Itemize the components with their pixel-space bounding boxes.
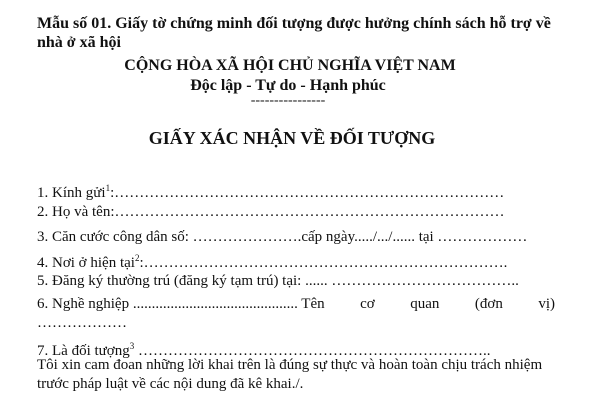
field-current-residence-blank: :………………………………………………………………. [139,255,508,271]
field-recipient [37,179,504,202]
field-current-residence-label: 4. Nơi ở hiện tại [37,255,135,271]
national-motto: Độc lập - Tự do - Hạnh phúc [190,77,386,94]
footnote-marker-3: 3 [129,341,135,351]
pledge-statement: Tôi xin cam đoan những lời khai trên là đúng sự thực và hoàn toàn chịu trách nhiệm trước pháp luật về các nội dung đã kê khai./. [37,357,543,392]
field-recipient-label: 1. Kính gửi [37,185,106,201]
field-permanent-registration: 5. Đăng ký thường trú (đăng ký tạm trú) tại: ...... ……………………………….. [37,273,519,289]
document-title: GIẤY XÁC NHẬN VỀ ĐỐI TƯỢNG [148,128,436,148]
footnote-marker-1: 1 [105,183,111,193]
footnote-marker-2: 2 [134,253,140,263]
field-occupation-part-a: 6. Nghề nghiệp ............................................ Tên [37,296,325,312]
nation-name: CỘNG HÒA XÃ HỘI CHỦ NGHĨA VIỆT NAM [124,57,456,74]
field-full-name: 2. Họ và tên:…………………………………………………………………… [37,204,505,220]
field-occupation-part-d: (đơn [474,296,503,312]
motto-underline: ---------------- [250,93,326,108]
form-number-heading: Mẫu số 01. Giấy tờ chứng minh đối tượng được hưởng chính sách hỗ trợ về nhà ở xã hội [37,15,551,51]
field-occupation-part-e: vị) [538,296,555,312]
field-occupation-continuation: ……………… [37,315,127,331]
field-beneficiary-type-label: 7. Là đối tượng [37,343,130,359]
field-recipient-blank: :…………………………………………………………………… [110,185,505,201]
field-current-residence [37,249,507,272]
field-occupation-part-b: cơ [360,296,375,312]
field-citizen-id: 3. Căn cước công dân số: ………………….cấp ngày...../.../...... tại ……………… [37,229,528,245]
field-beneficiary-type-blank: …………………………………………………………….. [134,343,491,359]
field-occupation-part-c: quan [410,296,440,312]
field-occupation [37,295,555,313]
